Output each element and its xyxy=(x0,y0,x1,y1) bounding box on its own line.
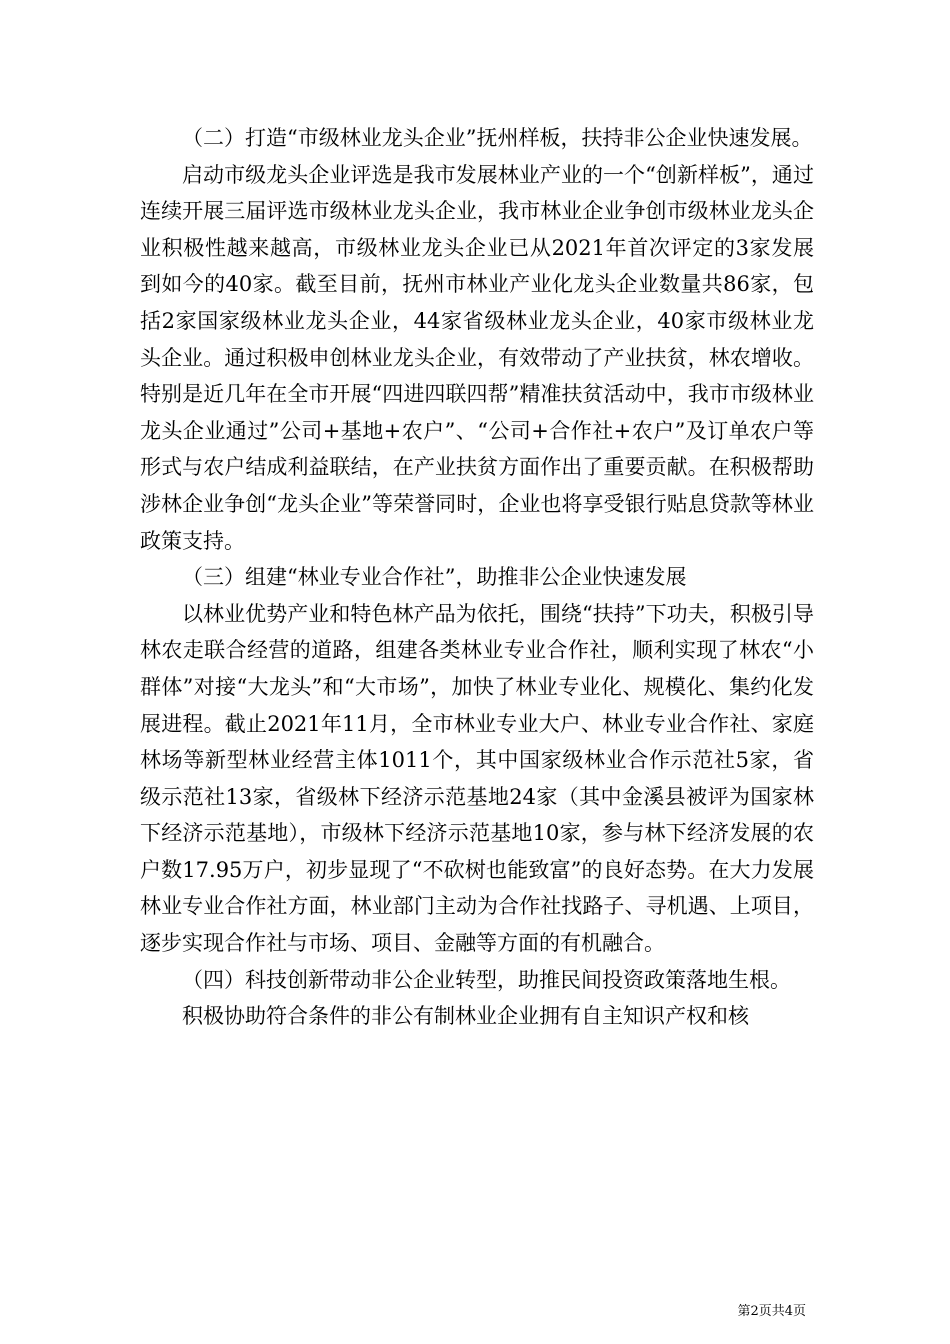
body-paragraph: 以林业优势产业和特色林产品为依托，围绕“扶持”下功夫，积极引导林农走联合经营的道路，组建各类林业专业合作社，顺利实现了林农“小群体”对接“大龙头”和“大市场”，加快了林业专业化、规模化、集约化发展进程。截止2021年11月，全市林业专业大户、林业专业合作社、家庭林场等新型林业经营主体1011个，其中国家级林业合作示范社5家，省级示范社13家，省级林下经济示范基地24家（其中金溪县被评为国家林下经济示范基地），市级林下经济示范基地10家，参与林下经济发展的农户数17.95万户，初步显现了“不砍树也能致富”的良好态势。在大力发展林业专业合作社方面，林业部门主动为合作社找路子、寻机遇、上项目，逐步实现合作社与市场、项目、金融等方面的有机融合。 xyxy=(140,601,814,956)
section-heading-4: （四）科技创新带动非公企业转型，助推民间投资政策落地生根。 xyxy=(182,967,791,992)
section-heading-2: （二）打造“市级林业龙头企业”抚州样板，扶持非公企业快速发展。 xyxy=(182,126,813,150)
page-number-footer: 第2页共4页 xyxy=(737,1304,806,1319)
document-body xyxy=(140,120,814,1035)
body-paragraph: 启动市级龙头企业评选是我市发展林业产业的一个“创新样板”，通过连续开展三届评选市级林业龙头企业，我市林业企业争创市级林业龙头企业积极性越来越高，市级林业龙头企业已从2021年首次评定的3家发展到如今的40家。截至目前，抚州市林业产业化龙头企业数量共86家，包括2家国家级林业龙头企业，44家省级林业龙头企业，40家市级林业龙头企业。通过积极申创林业龙头企业，有效带动了产业扶贫，林农增收。特别是近几年在全市开展“四进四联四帮”精准扶贫活动中，我市市级林业龙头企业通过”公司+基地+农户”、“公司+合作社+农户”及订单农户等形式与农户结成利益联结，在产业扶贫方面作出了重要贡献。在积极帮助涉林企业争创“龙头企业”等荣誉同时，企业也将享受银行贴息贷款等林业政策支持。 xyxy=(140,162,814,553)
body-paragraph: 积极协助符合条件的非公有制林业企业拥有自主知识产权和核 xyxy=(182,1004,749,1029)
section-heading-3: （三）组建“林业专业合作社”，助推非公企业快速发展 xyxy=(182,565,687,590)
